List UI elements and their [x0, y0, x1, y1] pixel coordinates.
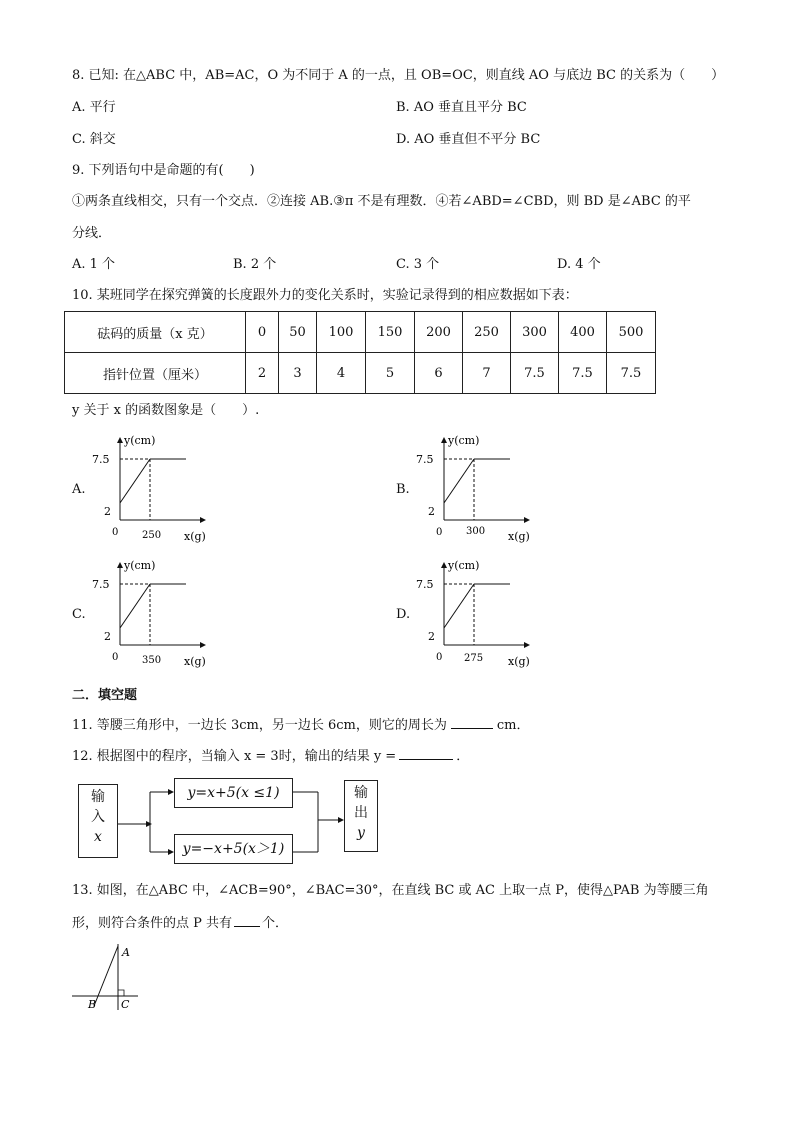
graph-xlabel: x(g): [508, 655, 530, 668]
graph-ylabel: y(cm): [448, 434, 480, 447]
table-cell: 250: [463, 312, 511, 353]
graph-ylabel: y(cm): [448, 559, 480, 572]
graph-xlabel: x(g): [508, 530, 530, 543]
q10-graph-a: [84, 430, 224, 545]
table-cell: 150: [366, 312, 415, 353]
q9-option-c: C. 3 个: [396, 257, 440, 272]
table-cell: 0: [246, 312, 279, 353]
q8-option-c: C. 斜交: [72, 132, 116, 147]
graph-y-start: 2: [104, 630, 111, 643]
q10-graph-a-letter: A.: [72, 482, 86, 497]
q13-triangle-figure: [68, 940, 148, 1015]
table-cell: 4: [317, 353, 366, 394]
flow-output-box: [344, 780, 378, 852]
vertex-label-a: A: [122, 946, 130, 959]
graph-y-top: 7.5: [92, 578, 110, 591]
table-header-position: 指针位置（厘米）: [65, 353, 246, 394]
graph-x-break: 275: [464, 653, 484, 664]
q12-text-before: 12. 根据图中的程序，当输入 x = 3时，输出的结果 y =: [72, 749, 397, 764]
section-title-fill-blank: 二．填空题: [72, 688, 138, 703]
q10-graph-b-letter: B.: [396, 482, 410, 497]
q11-text-before: 11. 等腰三角形中，一边长 3cm，另一边长 6cm，则它的周长为: [72, 718, 447, 733]
table-cell: 5: [366, 353, 415, 394]
q8-option-a: A. 平行: [72, 100, 116, 115]
flow-branch-1: y=x+5(x ≤1): [174, 778, 293, 808]
q13-line1: 13. 如图，在△ABC 中，∠ACB=90°，∠BAC=30°，在直线 BC 或 AC 上取一点 P，使得△PAB 为等腰三角: [72, 883, 709, 898]
table-cell: 300: [511, 312, 559, 353]
q13-line2: [72, 912, 288, 934]
flow-branch-2: y=−x+5(x＞1): [174, 834, 293, 864]
graph-ylabel: y(cm): [124, 559, 156, 572]
q8-option-d: D. AO 垂直但不平分 BC: [396, 132, 541, 147]
graph-y-start: 2: [104, 505, 111, 518]
table-cell: 7.5: [559, 353, 607, 394]
q10-graph-c-letter: C.: [72, 607, 86, 622]
q9-statements-line1: ①两条直线相交，只有一个交点．②连接 AB.③π 不是有理数．④若∠ABD=∠CBD，则 BD 是∠ABC 的平: [72, 194, 691, 209]
table-cell: 100: [317, 312, 366, 353]
q12-text-after: ．: [456, 749, 470, 764]
q10-stem: 10. 某班同学在探究弹簧的长度跟外力的变化关系时，实验记录得到的相应数据如下表：: [72, 288, 578, 303]
q10-question: y 关于 x 的函数图象是（ ）.: [72, 403, 260, 418]
flow-output-line: 出: [354, 805, 368, 821]
table-cell: 7: [463, 353, 511, 394]
graph-y-start: 2: [428, 505, 435, 518]
q10-data-table: [64, 311, 656, 394]
q13-text-after: 个．: [262, 916, 289, 931]
q12-answer-blank: [399, 745, 453, 760]
graph-x-break: 300: [466, 526, 486, 537]
graph-xlabel: x(g): [184, 655, 206, 668]
q11-text: [72, 714, 529, 736]
vertex-label-c: C: [121, 998, 130, 1011]
q9-statements-line2: 分线．: [72, 226, 112, 241]
table-row-mass: [65, 312, 656, 353]
table-header-mass: 砝码的质量（x 克）: [65, 312, 246, 353]
flow-input-line: x: [94, 829, 102, 845]
q12-text: [72, 745, 469, 767]
flow-output-line: 输: [354, 785, 368, 801]
flow-input-box: [78, 784, 118, 858]
graph-origin: 0: [112, 652, 119, 663]
q9-option-b: B. 2 个: [233, 257, 277, 272]
table-cell: 500: [607, 312, 656, 353]
graph-origin: 0: [112, 527, 119, 538]
graph-y-start: 2: [428, 630, 435, 643]
q9-option-a: A. 1 个: [72, 257, 116, 272]
table-cell: 3: [279, 353, 317, 394]
q13-text-before: 形，则符合条件的点 P 共有: [72, 916, 233, 931]
graph-origin: 0: [436, 652, 443, 663]
table-row-position: [65, 353, 656, 394]
q13-answer-blank: [234, 912, 260, 927]
graph-y-top: 7.5: [416, 453, 434, 466]
table-cell: 6: [415, 353, 463, 394]
graph-xlabel: x(g): [184, 530, 206, 543]
q11-answer-blank: [451, 714, 493, 729]
table-cell: 400: [559, 312, 607, 353]
graph-x-break: 250: [142, 530, 162, 541]
graph-origin: 0: [436, 527, 443, 538]
flow-output-line: y: [357, 825, 365, 841]
q11-text-after: cm．: [496, 718, 530, 733]
vertex-label-b: B: [88, 998, 97, 1011]
q10-graph-d: [408, 555, 548, 670]
q9-stem: 9. 下列语句中是命题的有( ): [72, 163, 255, 178]
flow-input-line: 入: [91, 809, 105, 825]
q8-stem: 8. 已知: 在△ABC 中，AB=AC，O 为不同于 A 的一点，且 OB=OC，则直线 AO 与底边 BC 的关系为（ ）: [72, 68, 725, 83]
table-cell: 7.5: [511, 353, 559, 394]
table-cell: 7.5: [607, 353, 656, 394]
graph-y-top: 7.5: [92, 453, 110, 466]
q9-option-d: D. 4 个: [557, 257, 601, 272]
q10-graph-d-letter: D.: [396, 607, 411, 622]
table-cell: 2: [246, 353, 279, 394]
graph-ylabel: y(cm): [124, 434, 156, 447]
flow-input-line: 输: [91, 789, 105, 805]
graph-y-top: 7.5: [416, 578, 434, 591]
q10-graph-c: [84, 555, 224, 670]
graph-x-break: 350: [142, 655, 162, 666]
table-cell: 50: [279, 312, 317, 353]
table-cell: 200: [415, 312, 463, 353]
q10-graph-b: [408, 430, 548, 545]
q8-option-b: B. AO 垂直且平分 BC: [396, 100, 527, 115]
